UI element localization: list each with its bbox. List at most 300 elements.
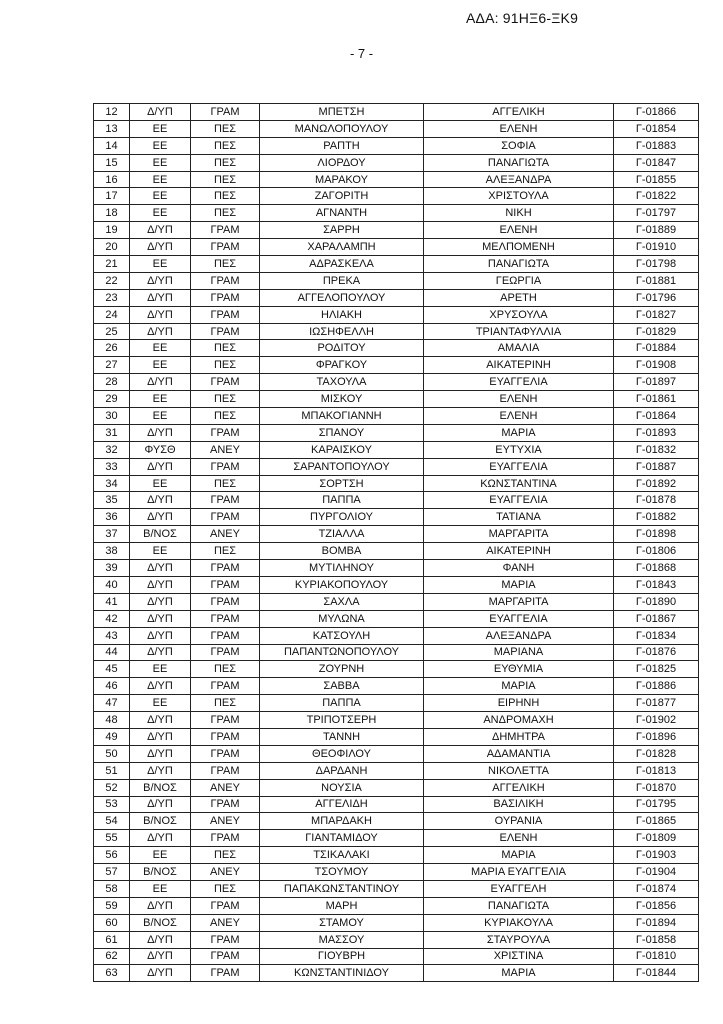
education-cell: ΓΡΑΜ bbox=[191, 458, 260, 475]
category-cell: Δ/ΥΠ bbox=[130, 289, 191, 306]
education-cell: ΓΡΑΜ bbox=[191, 306, 260, 323]
table-row bbox=[94, 239, 699, 256]
category-cell: Δ/ΥΠ bbox=[130, 576, 191, 593]
table-row bbox=[94, 543, 699, 560]
surname-cell: ΝΟΥΣΙΑ bbox=[260, 779, 424, 796]
row-number-cell: 40 bbox=[94, 576, 130, 593]
category-cell: ΕΕ bbox=[130, 408, 191, 425]
education-cell: ΓΡΑΜ bbox=[191, 239, 260, 256]
first-name-cell: ΝΙΚΗ bbox=[424, 205, 614, 222]
code-cell: Γ-01870 bbox=[614, 779, 699, 796]
code-cell: Γ-01843 bbox=[614, 576, 699, 593]
code-cell: Γ-01825 bbox=[614, 661, 699, 678]
category-cell: Δ/ΥΠ bbox=[130, 239, 191, 256]
first-name-cell: ΜΑΡΙΑ bbox=[424, 965, 614, 982]
ada-code: ΑΔΑ: 91ΗΞ6-ΞΚ9 bbox=[466, 10, 579, 26]
row-number-cell: 47 bbox=[94, 695, 130, 712]
row-number-cell: 12 bbox=[94, 104, 130, 121]
row-number-cell: 13 bbox=[94, 120, 130, 137]
category-cell: Β/ΝΟΣ bbox=[130, 526, 191, 543]
education-cell: ΠΕΣ bbox=[191, 661, 260, 678]
personnel-table bbox=[93, 103, 699, 982]
table-row bbox=[94, 391, 699, 408]
row-number-cell: 15 bbox=[94, 154, 130, 171]
row-number-cell: 33 bbox=[94, 458, 130, 475]
code-cell: Γ-01896 bbox=[614, 728, 699, 745]
code-cell: Γ-01868 bbox=[614, 560, 699, 577]
category-cell: ΕΕ bbox=[130, 543, 191, 560]
row-number-cell: 54 bbox=[94, 813, 130, 830]
surname-cell: ΜΑΣΣΟΥ bbox=[260, 931, 424, 948]
first-name-cell: ΤΡΙΑΝΤΑΦΥΛΛΙΑ bbox=[424, 323, 614, 340]
education-cell: ΠΕΣ bbox=[191, 475, 260, 492]
category-cell: ΕΕ bbox=[130, 154, 191, 171]
education-cell: ΓΡΑΜ bbox=[191, 931, 260, 948]
code-cell: Γ-01881 bbox=[614, 272, 699, 289]
education-cell: ΓΡΑΜ bbox=[191, 762, 260, 779]
table-row bbox=[94, 796, 699, 813]
row-number-cell: 56 bbox=[94, 847, 130, 864]
code-cell: Γ-01827 bbox=[614, 306, 699, 323]
table-row bbox=[94, 424, 699, 441]
category-cell: ΕΕ bbox=[130, 475, 191, 492]
code-cell: Γ-01856 bbox=[614, 897, 699, 914]
code-cell: Γ-01854 bbox=[614, 120, 699, 137]
code-cell: Γ-01795 bbox=[614, 796, 699, 813]
code-cell: Γ-01904 bbox=[614, 864, 699, 881]
first-name-cell: ΠΑΝΑΓΙΩΤΑ bbox=[424, 897, 614, 914]
education-cell: ΠΕΣ bbox=[191, 695, 260, 712]
category-cell: ΦΥΣΘ bbox=[130, 441, 191, 458]
surname-cell: ΠΑΠΠΑ bbox=[260, 695, 424, 712]
table-row bbox=[94, 340, 699, 357]
category-cell: Β/ΝΟΣ bbox=[130, 779, 191, 796]
table-row bbox=[94, 695, 699, 712]
surname-cell: ΤΡΙΠΟΤΣΕΡΗ bbox=[260, 712, 424, 729]
category-cell: ΕΕ bbox=[130, 391, 191, 408]
surname-cell: ΠΡΕΚΑ bbox=[260, 272, 424, 289]
row-number-cell: 61 bbox=[94, 931, 130, 948]
code-cell: Γ-01894 bbox=[614, 914, 699, 931]
first-name-cell: ΑΓΓΕΛΙΚΗ bbox=[424, 779, 614, 796]
row-number-cell: 52 bbox=[94, 779, 130, 796]
table-row bbox=[94, 678, 699, 695]
row-number-cell: 58 bbox=[94, 880, 130, 897]
category-cell: ΕΕ bbox=[130, 661, 191, 678]
education-cell: ΠΕΣ bbox=[191, 340, 260, 357]
first-name-cell: ΕΥΑΓΓΕΛΙΑ bbox=[424, 458, 614, 475]
first-name-cell: ΦΑΝΗ bbox=[424, 560, 614, 577]
category-cell: Δ/ΥΠ bbox=[130, 593, 191, 610]
row-number-cell: 42 bbox=[94, 610, 130, 627]
row-number-cell: 37 bbox=[94, 526, 130, 543]
first-name-cell: ΕΛΕΝΗ bbox=[424, 222, 614, 239]
code-cell: Γ-01910 bbox=[614, 239, 699, 256]
table-row bbox=[94, 188, 699, 205]
surname-cell: ΠΑΠΑΚΩΝΣΤΑΝΤΙΝΟΥ bbox=[260, 880, 424, 897]
surname-cell: ΧΑΡΑΛΑΜΠΗ bbox=[260, 239, 424, 256]
row-number-cell: 62 bbox=[94, 948, 130, 965]
first-name-cell: ΧΡΙΣΤΟΥΛΑ bbox=[424, 188, 614, 205]
education-cell: ΓΡΑΜ bbox=[191, 222, 260, 239]
code-cell: Γ-01893 bbox=[614, 424, 699, 441]
category-cell: ΕΕ bbox=[130, 120, 191, 137]
code-cell: Γ-01832 bbox=[614, 441, 699, 458]
row-number-cell: 23 bbox=[94, 289, 130, 306]
category-cell: Δ/ΥΠ bbox=[130, 897, 191, 914]
row-number-cell: 17 bbox=[94, 188, 130, 205]
first-name-cell: ΑΓΓΕΛΙΚΗ bbox=[424, 104, 614, 121]
first-name-cell: ΜΑΡΓΑΡΙΤΑ bbox=[424, 593, 614, 610]
education-cell: ΓΡΑΜ bbox=[191, 644, 260, 661]
first-name-cell: ΣΟΦΙΑ bbox=[424, 137, 614, 154]
row-number-cell: 22 bbox=[94, 272, 130, 289]
row-number-cell: 32 bbox=[94, 441, 130, 458]
table-row bbox=[94, 779, 699, 796]
code-cell: Γ-01828 bbox=[614, 745, 699, 762]
surname-cell: ΑΔΡΑΣΚΕΛΑ bbox=[260, 256, 424, 273]
surname-cell: ΜΑΡΗ bbox=[260, 897, 424, 914]
surname-cell: ΜΙΣΚΟΥ bbox=[260, 391, 424, 408]
first-name-cell: ΑΔΑΜΑΝΤΙΑ bbox=[424, 745, 614, 762]
code-cell: Γ-01902 bbox=[614, 712, 699, 729]
surname-cell: ΚΑΡΑΙΣΚΟΥ bbox=[260, 441, 424, 458]
code-cell: Γ-01897 bbox=[614, 374, 699, 391]
surname-cell: ΠΑΠΑΝΤΩΝΟΠΟΥΛΟΥ bbox=[260, 644, 424, 661]
first-name-cell: ΜΑΡΙΑΝΑ bbox=[424, 644, 614, 661]
first-name-cell: ΣΤΑΥΡΟΥΛΑ bbox=[424, 931, 614, 948]
table-row bbox=[94, 712, 699, 729]
first-name-cell: ΒΑΣΙΛΙΚΗ bbox=[424, 796, 614, 813]
row-number-cell: 38 bbox=[94, 543, 130, 560]
category-cell: Δ/ΥΠ bbox=[130, 272, 191, 289]
table-row bbox=[94, 593, 699, 610]
education-cell: ΠΕΣ bbox=[191, 543, 260, 560]
surname-cell: ΣΑΒΒΑ bbox=[260, 678, 424, 695]
surname-cell: ΚΩΝΣΤΑΝΤΙΝΙΔΟΥ bbox=[260, 965, 424, 982]
first-name-cell: ΜΑΡΓΑΡΙΤΑ bbox=[424, 526, 614, 543]
code-cell: Γ-01813 bbox=[614, 762, 699, 779]
table-row bbox=[94, 120, 699, 137]
category-cell: ΕΕ bbox=[130, 205, 191, 222]
first-name-cell: ΑΙΚΑΤΕΡΙΝΗ bbox=[424, 543, 614, 560]
code-cell: Γ-01889 bbox=[614, 222, 699, 239]
education-cell: ΓΡΑΜ bbox=[191, 728, 260, 745]
table-row bbox=[94, 408, 699, 425]
education-cell: ΓΡΑΜ bbox=[191, 897, 260, 914]
education-cell: ΓΡΑΜ bbox=[191, 965, 260, 982]
table-row bbox=[94, 610, 699, 627]
category-cell: ΕΕ bbox=[130, 340, 191, 357]
education-cell: ΓΡΑΜ bbox=[191, 289, 260, 306]
surname-cell: ΤΑΧΟΥΛΑ bbox=[260, 374, 424, 391]
education-cell: ΠΕΣ bbox=[191, 391, 260, 408]
first-name-cell: ΜΑΡΙΑ bbox=[424, 424, 614, 441]
code-cell: Γ-01903 bbox=[614, 847, 699, 864]
row-number-cell: 21 bbox=[94, 256, 130, 273]
surname-cell: ΤΑΝΝΗ bbox=[260, 728, 424, 745]
surname-cell: ΖΟΥΡΝΗ bbox=[260, 661, 424, 678]
first-name-cell: ΑΛΕΞΑΝΔΡΑ bbox=[424, 627, 614, 644]
row-number-cell: 14 bbox=[94, 137, 130, 154]
first-name-cell: ΑΝΔΡΟΜΑΧΗ bbox=[424, 712, 614, 729]
category-cell: ΕΕ bbox=[130, 188, 191, 205]
row-number-cell: 48 bbox=[94, 712, 130, 729]
table-row bbox=[94, 914, 699, 931]
category-cell: Δ/ΥΠ bbox=[130, 830, 191, 847]
surname-cell: ΜΠΑΚΟΓΙΑΝΝΗ bbox=[260, 408, 424, 425]
table-row bbox=[94, 526, 699, 543]
category-cell: Δ/ΥΠ bbox=[130, 560, 191, 577]
row-number-cell: 36 bbox=[94, 509, 130, 526]
table-row bbox=[94, 830, 699, 847]
category-cell: ΕΕ bbox=[130, 256, 191, 273]
table-row bbox=[94, 880, 699, 897]
first-name-cell: ΕΥΑΓΓΕΛΙΑ bbox=[424, 610, 614, 627]
first-name-cell: ΕΛΕΝΗ bbox=[424, 830, 614, 847]
category-cell: Δ/ΥΠ bbox=[130, 492, 191, 509]
code-cell: Γ-01855 bbox=[614, 171, 699, 188]
education-cell: ΓΡΑΜ bbox=[191, 576, 260, 593]
category-cell: Δ/ΥΠ bbox=[130, 762, 191, 779]
table-row bbox=[94, 847, 699, 864]
table-row bbox=[94, 931, 699, 948]
first-name-cell: ΟΥΡΑΝΙΑ bbox=[424, 813, 614, 830]
table-row bbox=[94, 222, 699, 239]
first-name-cell: ΑΡΕΤΗ bbox=[424, 289, 614, 306]
row-number-cell: 28 bbox=[94, 374, 130, 391]
code-cell: Γ-01822 bbox=[614, 188, 699, 205]
education-cell: ΓΡΑΜ bbox=[191, 272, 260, 289]
surname-cell: ΤΖΙΑΛΛΑ bbox=[260, 526, 424, 543]
code-cell: Γ-01877 bbox=[614, 695, 699, 712]
table-row bbox=[94, 813, 699, 830]
code-cell: Γ-01892 bbox=[614, 475, 699, 492]
category-cell: Δ/ΥΠ bbox=[130, 678, 191, 695]
table-row bbox=[94, 745, 699, 762]
category-cell: Δ/ΥΠ bbox=[130, 644, 191, 661]
row-number-cell: 43 bbox=[94, 627, 130, 644]
category-cell: ΕΕ bbox=[130, 695, 191, 712]
education-cell: ΓΡΑΜ bbox=[191, 712, 260, 729]
row-number-cell: 19 bbox=[94, 222, 130, 239]
row-number-cell: 35 bbox=[94, 492, 130, 509]
surname-cell: ΤΣΙΚΑΛΑΚΙ bbox=[260, 847, 424, 864]
first-name-cell: ΔΗΜΗΤΡΑ bbox=[424, 728, 614, 745]
first-name-cell: ΓΕΩΡΓΙΑ bbox=[424, 272, 614, 289]
education-cell: ΑΝΕΥ bbox=[191, 779, 260, 796]
surname-cell: ΣΟΡΤΣΗ bbox=[260, 475, 424, 492]
table-row bbox=[94, 289, 699, 306]
table-body bbox=[94, 104, 699, 982]
surname-cell: ΣΤΑΜΟΥ bbox=[260, 914, 424, 931]
surname-cell: ΔΑΡΔΑΝΗ bbox=[260, 762, 424, 779]
code-cell: Γ-01898 bbox=[614, 526, 699, 543]
table-row bbox=[94, 576, 699, 593]
row-number-cell: 25 bbox=[94, 323, 130, 340]
row-number-cell: 26 bbox=[94, 340, 130, 357]
row-number-cell: 16 bbox=[94, 171, 130, 188]
code-cell: Γ-01844 bbox=[614, 965, 699, 982]
education-cell: ΓΡΑΜ bbox=[191, 830, 260, 847]
category-cell: Δ/ΥΠ bbox=[130, 627, 191, 644]
education-cell: ΓΡΑΜ bbox=[191, 796, 260, 813]
row-number-cell: 49 bbox=[94, 728, 130, 745]
row-number-cell: 30 bbox=[94, 408, 130, 425]
code-cell: Γ-01809 bbox=[614, 830, 699, 847]
table-row bbox=[94, 272, 699, 289]
surname-cell: ΜΠΕΤΣΗ bbox=[260, 104, 424, 121]
table-row bbox=[94, 205, 699, 222]
row-number-cell: 24 bbox=[94, 306, 130, 323]
table-row bbox=[94, 357, 699, 374]
education-cell: ΓΡΑΜ bbox=[191, 492, 260, 509]
row-number-cell: 57 bbox=[94, 864, 130, 881]
surname-cell: ΑΓΓΕΛΟΠΟΥΛΟΥ bbox=[260, 289, 424, 306]
education-cell: ΠΕΣ bbox=[191, 137, 260, 154]
surname-cell: ΒΟΜΒΑ bbox=[260, 543, 424, 560]
education-cell: ΠΕΣ bbox=[191, 847, 260, 864]
category-cell: Δ/ΥΠ bbox=[130, 509, 191, 526]
surname-cell: ΑΓΓΕΛΙΔΗ bbox=[260, 796, 424, 813]
first-name-cell: ΕΥΤΥΧΙΑ bbox=[424, 441, 614, 458]
code-cell: Γ-01866 bbox=[614, 104, 699, 121]
code-cell: Γ-01797 bbox=[614, 205, 699, 222]
first-name-cell: ΑΙΚΑΤΕΡΙΝΗ bbox=[424, 357, 614, 374]
education-cell: ΓΡΑΜ bbox=[191, 627, 260, 644]
category-cell: Δ/ΥΠ bbox=[130, 610, 191, 627]
education-cell: ΓΡΑΜ bbox=[191, 593, 260, 610]
first-name-cell: ΜΑΡΙΑ bbox=[424, 678, 614, 695]
first-name-cell: ΚΥΡΙΑΚΟΥΛΑ bbox=[424, 914, 614, 931]
surname-cell: ΚΥΡΙΑΚΟΠΟΥΛΟΥ bbox=[260, 576, 424, 593]
category-cell: Δ/ΥΠ bbox=[130, 458, 191, 475]
first-name-cell: ΕΛΕΝΗ bbox=[424, 120, 614, 137]
surname-cell: ΠΥΡΓΟΛΙΟΥ bbox=[260, 509, 424, 526]
row-number-cell: 63 bbox=[94, 965, 130, 982]
row-number-cell: 29 bbox=[94, 391, 130, 408]
table-row bbox=[94, 374, 699, 391]
education-cell: ΠΕΣ bbox=[191, 880, 260, 897]
code-cell: Γ-01864 bbox=[614, 408, 699, 425]
surname-cell: ΣΠΑΝΟΥ bbox=[260, 424, 424, 441]
surname-cell: ΦΡΑΓΚΟΥ bbox=[260, 357, 424, 374]
row-number-cell: 55 bbox=[94, 830, 130, 847]
table-row bbox=[94, 171, 699, 188]
row-number-cell: 20 bbox=[94, 239, 130, 256]
code-cell: Γ-01865 bbox=[614, 813, 699, 830]
first-name-cell: ΕΥΘΥΜΙΑ bbox=[424, 661, 614, 678]
category-cell: Β/ΝΟΣ bbox=[130, 914, 191, 931]
surname-cell: ΑΓΝΑΝΤΗ bbox=[260, 205, 424, 222]
surname-cell: ΡΟΔΙΤΟΥ bbox=[260, 340, 424, 357]
category-cell: Δ/ΥΠ bbox=[130, 965, 191, 982]
first-name-cell: ΚΩΝΣΤΑΝΤΙΝΑ bbox=[424, 475, 614, 492]
category-cell: ΕΕ bbox=[130, 847, 191, 864]
table-row bbox=[94, 104, 699, 121]
code-cell: Γ-01878 bbox=[614, 492, 699, 509]
education-cell: ΑΝΕΥ bbox=[191, 441, 260, 458]
education-cell: ΓΡΑΜ bbox=[191, 610, 260, 627]
education-cell: ΑΝΕΥ bbox=[191, 864, 260, 881]
row-number-cell: 34 bbox=[94, 475, 130, 492]
category-cell: Δ/ΥΠ bbox=[130, 745, 191, 762]
first-name-cell: ΤΑΤΙΑΝΑ bbox=[424, 509, 614, 526]
surname-cell: ΤΣΟΥΜΟΥ bbox=[260, 864, 424, 881]
code-cell: Γ-01810 bbox=[614, 948, 699, 965]
table-row bbox=[94, 762, 699, 779]
table-row bbox=[94, 256, 699, 273]
code-cell: Γ-01796 bbox=[614, 289, 699, 306]
category-cell: ΕΕ bbox=[130, 357, 191, 374]
education-cell: ΑΝΕΥ bbox=[191, 813, 260, 830]
surname-cell: ΘΕΟΦΙΛΟΥ bbox=[260, 745, 424, 762]
row-number-cell: 27 bbox=[94, 357, 130, 374]
category-cell: Δ/ΥΠ bbox=[130, 796, 191, 813]
education-cell: ΓΡΑΜ bbox=[191, 104, 260, 121]
surname-cell: ΚΑΤΣΟΥΛΗ bbox=[260, 627, 424, 644]
surname-cell: ΣΑΡΡΗ bbox=[260, 222, 424, 239]
row-number-cell: 39 bbox=[94, 560, 130, 577]
education-cell: ΑΝΕΥ bbox=[191, 526, 260, 543]
row-number-cell: 44 bbox=[94, 644, 130, 661]
surname-cell: ΓΙΟΥΒΡΗ bbox=[260, 948, 424, 965]
surname-cell: ΠΑΠΠΑ bbox=[260, 492, 424, 509]
category-cell: Δ/ΥΠ bbox=[130, 374, 191, 391]
code-cell: Γ-01887 bbox=[614, 458, 699, 475]
category-cell: Δ/ΥΠ bbox=[130, 931, 191, 948]
category-cell: ΕΕ bbox=[130, 880, 191, 897]
education-cell: ΓΡΑΜ bbox=[191, 424, 260, 441]
education-cell: ΠΕΣ bbox=[191, 120, 260, 137]
education-cell: ΓΡΑΜ bbox=[191, 509, 260, 526]
code-cell: Γ-01883 bbox=[614, 137, 699, 154]
table-row bbox=[94, 154, 699, 171]
code-cell: Γ-01908 bbox=[614, 357, 699, 374]
first-name-cell: ΕΥΑΓΓΕΛΗ bbox=[424, 880, 614, 897]
education-cell: ΓΡΑΜ bbox=[191, 374, 260, 391]
row-number-cell: 45 bbox=[94, 661, 130, 678]
table-row bbox=[94, 948, 699, 965]
education-cell: ΓΡΑΜ bbox=[191, 323, 260, 340]
code-cell: Γ-01829 bbox=[614, 323, 699, 340]
table-row bbox=[94, 661, 699, 678]
category-cell: Δ/ΥΠ bbox=[130, 712, 191, 729]
first-name-cell: ΧΡΙΣΤΙΝΑ bbox=[424, 948, 614, 965]
row-number-cell: 41 bbox=[94, 593, 130, 610]
education-cell: ΓΡΑΜ bbox=[191, 678, 260, 695]
code-cell: Γ-01882 bbox=[614, 509, 699, 526]
code-cell: Γ-01884 bbox=[614, 340, 699, 357]
row-number-cell: 50 bbox=[94, 745, 130, 762]
code-cell: Γ-01874 bbox=[614, 880, 699, 897]
surname-cell: ΜΥΤΙΛΗΝΟΥ bbox=[260, 560, 424, 577]
category-cell: Δ/ΥΠ bbox=[130, 104, 191, 121]
surname-cell: ΣΑΧΛΑ bbox=[260, 593, 424, 610]
table-row bbox=[94, 323, 699, 340]
first-name-cell: ΠΑΝΑΓΙΩΤΑ bbox=[424, 256, 614, 273]
table-row bbox=[94, 137, 699, 154]
surname-cell: ΗΛΙΑΚΗ bbox=[260, 306, 424, 323]
surname-cell: ΣΑΡΑΝΤΟΠΟΥΛΟΥ bbox=[260, 458, 424, 475]
code-cell: Γ-01806 bbox=[614, 543, 699, 560]
row-number-cell: 31 bbox=[94, 424, 130, 441]
table-row bbox=[94, 509, 699, 526]
education-cell: ΠΕΣ bbox=[191, 154, 260, 171]
table-row bbox=[94, 728, 699, 745]
row-number-cell: 51 bbox=[94, 762, 130, 779]
education-cell: ΠΕΣ bbox=[191, 171, 260, 188]
